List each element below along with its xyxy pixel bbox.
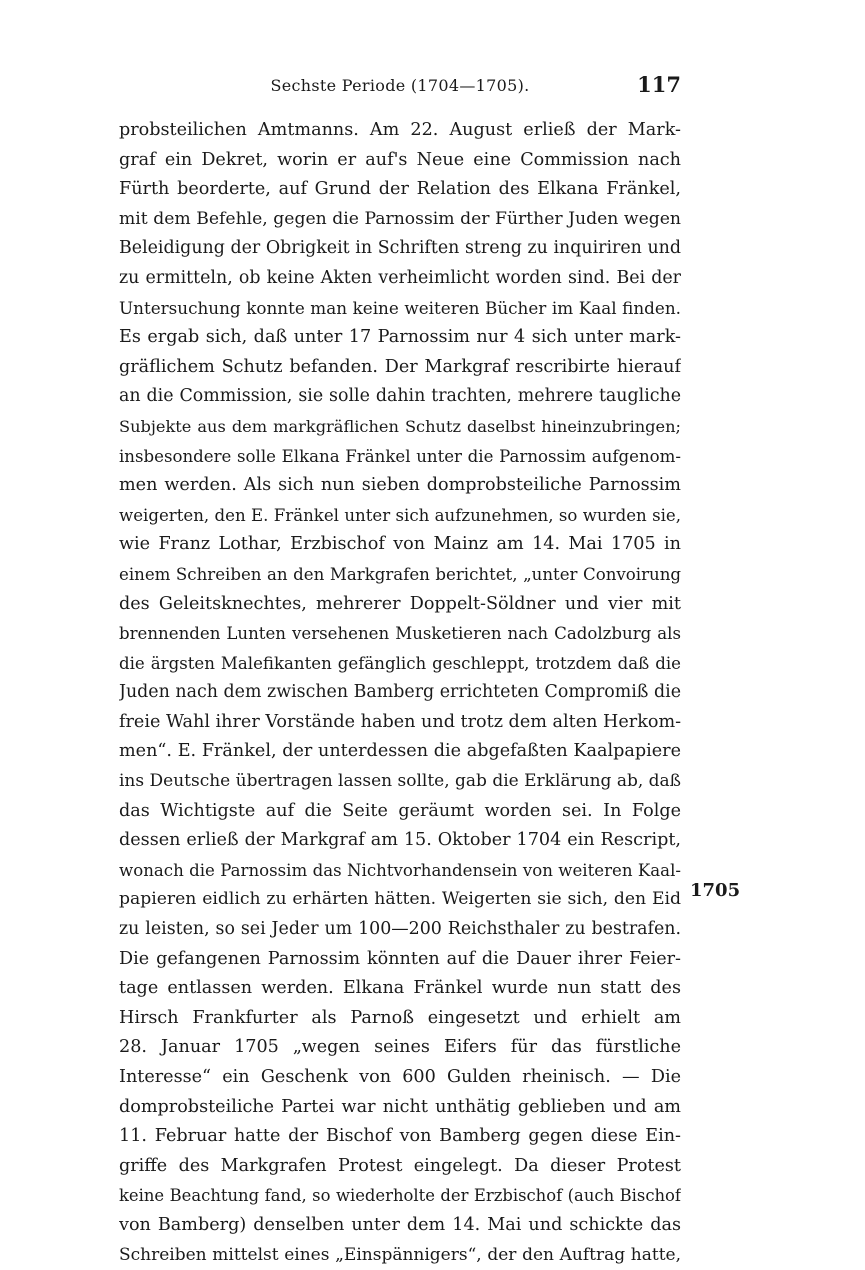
text-line: brennenden Lunten versehenen Musketieren nach Cadolzburg als xyxy=(119,624,681,644)
text-line: die ärgsten Malefikanten gefänglich geschleppt, trotzdem daß die xyxy=(119,653,681,673)
margin-year-note: 1705 xyxy=(690,880,741,901)
page-header xyxy=(119,72,681,102)
text-line: Untersuchung konnte man keine weiteren Bücher im Kaal finden. xyxy=(119,297,681,318)
text-line: zu leisten, so sei Jeder um 100—200 Reichsthaler zu bestrafen. xyxy=(119,919,681,940)
text-line: papieren eidlich zu erhärten hätten. Weigerten sie sich, den Eid xyxy=(119,889,681,910)
text-line: von Bamberg) denselben unter dem 14. Mai und schickte das xyxy=(119,1214,681,1235)
text-line: Hirsch Frankfurter als Parnoß eingesetzt und erhielt am xyxy=(119,1007,681,1028)
text-line: einem Schreiben an den Markgrafen berichtet, „unter Convoirung xyxy=(119,564,681,584)
text-line: domprobsteiliche Partei war nicht unthätig geblieben und am xyxy=(119,1096,681,1117)
text-line: ins Deutsche übertragen lassen sollte, gab die Erklärung ab, daß xyxy=(119,771,681,792)
text-line: Juden nach dem zwischen Bamberg errichteten Compromiß die xyxy=(119,682,681,703)
text-line: wonach die Parnossim das Nichtvorhandensein von weiteren Kaal- xyxy=(119,860,681,880)
text-line: zu ermitteln, ob keine Akten verheimlicht worden sind. Bei der xyxy=(119,267,681,288)
text-line: dessen erließ der Markgraf am 15. Oktober 1704 ein Rescript, xyxy=(119,830,681,851)
text-line: Es ergab sich, daß unter 17 Parnossim nur 4 sich unter mark- xyxy=(119,327,681,348)
text-line: Interesse“ ein Geschenk von 600 Gulden rheinisch. — Die xyxy=(119,1067,681,1087)
text-line: freie Wahl ihrer Vorstände haben und trotz dem alten Herkom- xyxy=(119,711,681,732)
text-line: Schreiben mittelst eines „Einspännigers“, der den Auftrag hatte, xyxy=(119,1244,681,1265)
text-line: weigerten, den E. Fränkel unter sich aufzunehmen, so wurden sie, xyxy=(119,505,681,525)
text-line: tage entlassen werden. Elkana Fränkel wurde nun statt des xyxy=(119,978,681,999)
text-line: men werden. Als sich nun sieben domprobsteiliche Parnossim xyxy=(119,475,681,496)
text-line: Beleidigung der Obrigkeit in Schriften streng zu inquiriren und xyxy=(119,238,681,259)
text-line: das Wichtigste auf die Seite geräumt worden sei. In Folge xyxy=(119,800,681,821)
body-text xyxy=(119,116,681,1270)
text-line: 11. Februar hatte der Bischof von Bamberg gegen diese Ein- xyxy=(119,1126,681,1147)
text-line: griffe des Markgrafen Protest eingelegt. Da dieser Protest xyxy=(119,1155,681,1176)
text-line: keine Beachtung fand, so wiederholte der Erzbischof (auch Bischof xyxy=(119,1186,681,1206)
text-line: wie Franz Lothar, Erzbischof von Mainz am 14. Mai 1705 in xyxy=(119,534,681,555)
text-line: graf ein Dekret, worin er auf's Neue eine Commission nach xyxy=(119,149,681,170)
text-line: gräflichem Schutz befanden. Der Markgraf rescribirte hierauf xyxy=(119,356,681,377)
text-line: an die Commission, sie solle dahin trachten, mehrere taugliche xyxy=(119,386,681,407)
text-line: Fürth beorderte, auf Grund der Relation des Elkana Fränkel, xyxy=(119,179,681,200)
text-line: probsteilichen Amtmanns. Am 22. August erließ der Mark- xyxy=(119,120,681,140)
text-line: des Geleitsknechtes, mehrerer Doppelt-Söldner und vier mit xyxy=(119,593,681,614)
text-line: insbesondere solle Elkana Fränkel unter die Parnossim aufgenom- xyxy=(119,446,681,466)
running-head: Sechste Periode (1704—1705). xyxy=(270,76,530,95)
text-line: men“. E. Fränkel, der unterdessen die abgefaßten Kaalpapiere xyxy=(119,741,681,762)
text-line: Subjekte aus dem markgräflichen Schutz daselbst hineinzubringen; xyxy=(119,416,681,436)
text-line: Die gefangenen Parnossim könnten auf die Dauer ihrer Feier- xyxy=(119,948,681,969)
text-line: mit dem Befehle, gegen die Parnossim der Fürther Juden wegen xyxy=(119,208,681,229)
page-number: 117 xyxy=(637,72,681,97)
text-line: 28. Januar 1705 „wegen seines Eifers für das fürstliche xyxy=(119,1037,681,1058)
